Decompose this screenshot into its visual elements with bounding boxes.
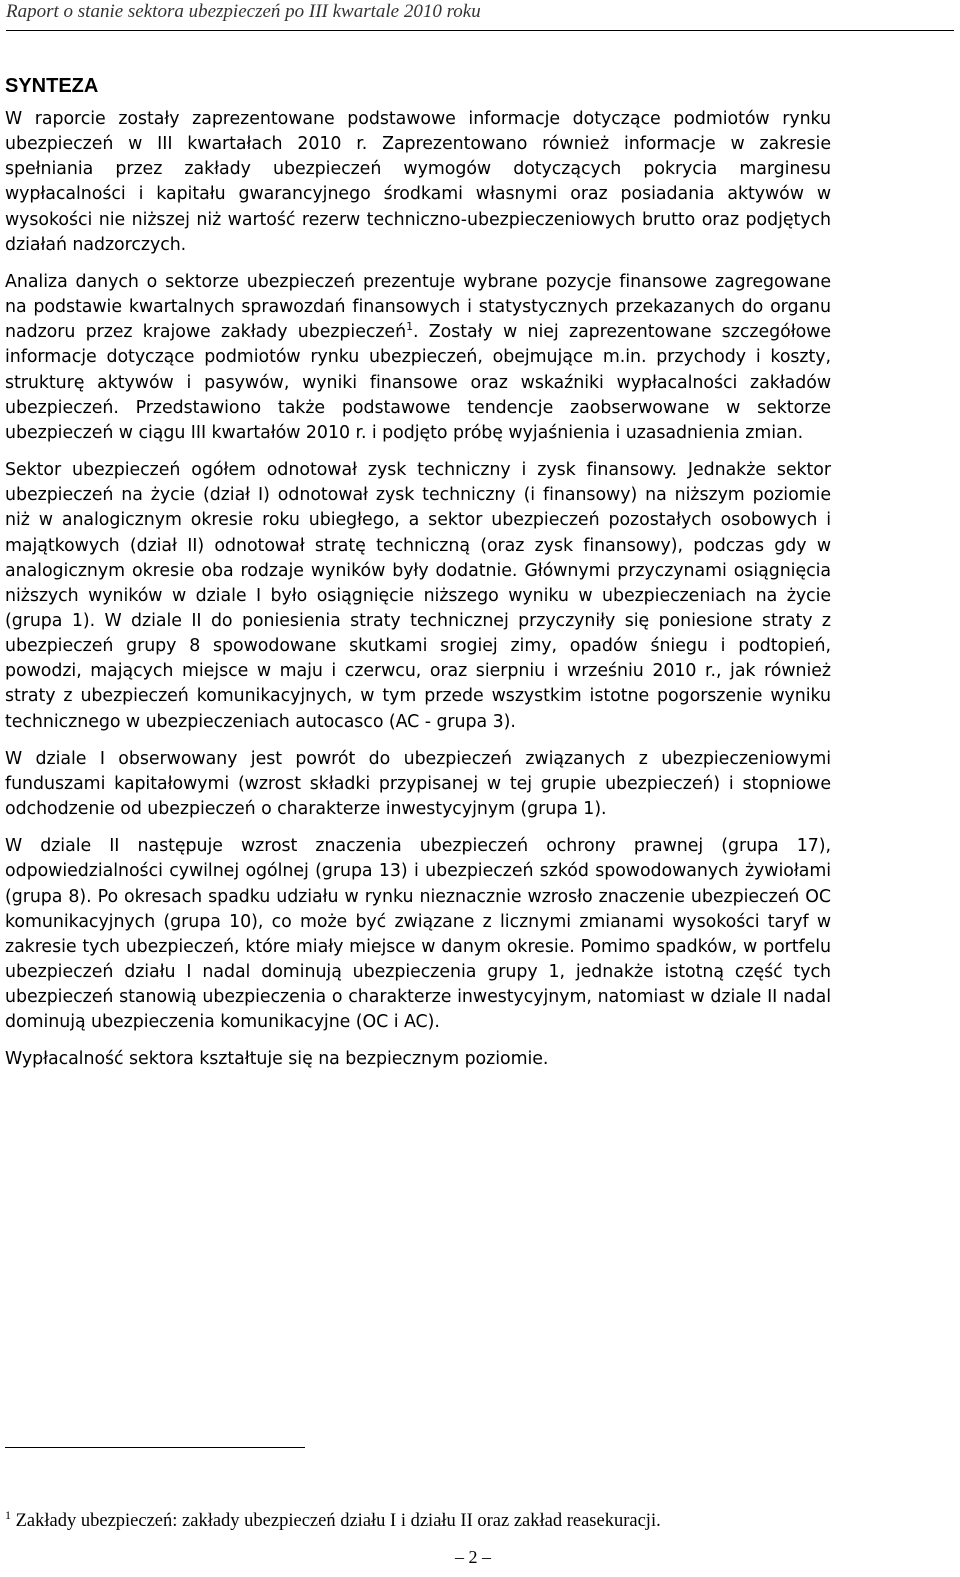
footnote-mark: 1 [5,1507,11,1522]
section-title: SYNTEZA [5,75,99,97]
running-header: Raport o stanie sektora ubezpieczeń po III kwartale 2010 roku [6,0,954,31]
paragraph-life-insurance: W dziale I obserwowany jest powrót do ubezpieczeń związanych z ubezpieczeniowymi funduszami kapitałowymi (wzrost składki przypisanej w tej grupie ubezpieczeń) i stopniowe odchodzenie od ubezpieczeń o charakterze inwestycyjnym (grupa 1). [5,748,831,820]
paragraph-results: Sektor ubezpieczeń ogółem odnotował zysk techniczny i zysk finansowy. Jednakże sektor ubezpieczeń na życie (dział I) odnotował zysk techniczny (i finansowy) na niższym poziomie niż w analogicznym okresie roku ubiegłego, a sektor ubezpieczeń pozostałych osobowych i majątkowych (dział II) odnotował stratę techniczną (oraz zysk finansowy), podczas gdy w analogicznym okresie oba rodzaje wyników były dodatnie. Głównymi przyczynami osiągnięcia niższych wyników w dziale I było osiągnięcie niższego wyniku w ubezpieczeniach na życie (grupa 1). W dziale II do poniesienia straty technicznej przyczyniły się poniesione straty z ubezpieczeń grupy 8 spowodowane skutkami srogiej zimy, opadów śniegu i podtopień, powodzi, mających miejsce w maju i czerwcu, oraz sierpniu i wrześniu 2010 r., jak również straty z ubezpieczeń komunikacyjnych, w tym przede wszystkim istotne pogorszenie wyniku technicznego w ubezpieczeniach autocasco (AC - grupa 3). [5,460,831,732]
footnote-reference[interactable]: 1 [406,320,414,334]
footnote-divider [5,1447,305,1448]
footnote-text: Zakłady ubezpieczeń: zakłady ubezpieczeń działu I i działu II oraz zakład reasekuracji. [11,1511,661,1531]
paragraph-analysis [5,270,831,446]
page-number: – 2 – [455,1547,491,1567]
analysis-text: Analiza danych o sektorze ubezpieczeń prezentuje wybrane pozycje finansowe zagregowane na podstawie kwartalnych sprawozdań finansowych i statystycznych przekazanych do organu nadzoru przez krajowe zakłady ubezpieczeń [5,271,831,343]
main-content [5,70,831,1085]
analysis-text-continued: . Zostały w niej zaprezentowane szczegółowe informacje dotyczące podmiotów rynku ubezpieczeń, obejmujące m.in. przychody i koszty, strukturę aktywów i pasywów, wyniki finansowe oraz wskaźniki wypłacalności zakładów ubezpieczeń. Przedstawiono także podstawowe tendencje zaobserwowane w sektorze ubezpieczeń w ciągu III kwartałów 2010 r. i podjęto próbę wyjaśnienia i uzasadnienia zmian. [5,322,831,443]
footnote [5,1509,905,1533]
paragraph-solvency: Wypłacalność sektora kształtuje się na bezpiecznym poziomie. [5,1049,549,1070]
paragraph-intro: W raporcie zostały zaprezentowane podstawowe informacje dotyczące podmiotów rynku ubezpieczeń w III kwartałach 2010 r. Zaprezentowano również informacje w zakresie spełniania przez zakłady ubezpieczeń wymogów dotyczących pokrycia marginesu wypłacalności i kapitału gwarancyjnego środkami własnymi oraz posiadania aktywów w wysokości nie niższej niż wartość rezerw techniczno-ubezpieczeniowych brutto oraz podjętych działań nadzorczych. [5,109,831,255]
paragraph-non-life-insurance: W dziale II następuje wzrost znaczenia ubezpieczeń ochrony prawnej (grupa 17), odpowiedzialności cywilnej ogólnej (grupa 13) i ubezpieczeń szkód spowodowanych żywiołami (grupa 8). Po okresach spadku udziału w rynku nieznacznie wzrosło znaczenie ubezpieczeń OC komunikacyjnych (grupa 10), co może być związane z licznymi zmianami wysokości taryf w zakresie tych ubezpieczeń, które miały miejsce w danym okresie. Pomimo spadków, w portfelu ubezpieczeń działu I nadal dominują ubezpieczenia grupy 1, jednakże istotną część tych ubezpieczeń stanowią ubezpieczenia o charakterze inwestycyjnym, natomiast w dziale II nadal dominują ubezpieczenia komunikacyjne (OC i AC). [5,836,831,1033]
